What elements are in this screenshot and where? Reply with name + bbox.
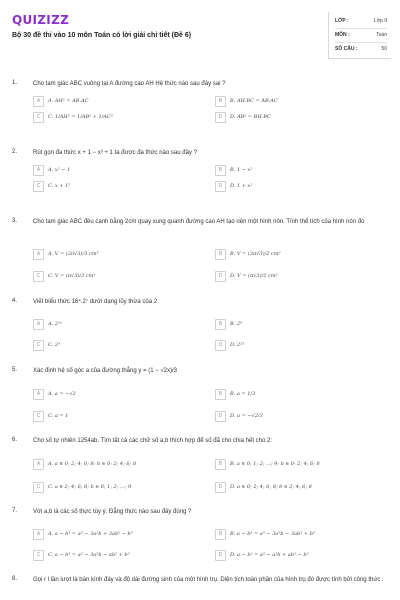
question-text: Cho số tự nhiên 1254ab. Tìm tất cả các chữ số a,b thích hợp để số đã cho chia hết cho 2: xyxy=(33,438,273,444)
meta-key: SỐ CÂU : xyxy=(335,46,358,52)
option-letter: B xyxy=(215,165,226,176)
option-text: A. AH² = AB.AC xyxy=(48,98,89,104)
question-text: Viết biểu thức 16⁴.2⁷ dưới dạng lũy thừa của 2 xyxy=(33,299,158,305)
question-number: 4. xyxy=(12,298,18,304)
option-letter: B xyxy=(215,96,226,107)
option-text: A. 2¹¹ xyxy=(48,321,62,327)
option-letter: B xyxy=(215,529,226,540)
option-letter: D xyxy=(215,181,226,192)
option-letter: A xyxy=(33,165,44,176)
option-letter: D xyxy=(215,482,226,493)
option-text: D. 2²⁵ xyxy=(230,342,245,348)
option-text: A. a − b³ = a³ − 3a²b + 3ab² − b³ xyxy=(48,531,133,537)
meta-key: LỚP : xyxy=(335,18,349,24)
question-number: 6. xyxy=(12,437,18,443)
meta-value: 50 xyxy=(381,46,387,52)
option-text: D. V = (π√3)/2 cm³ xyxy=(230,273,278,279)
meta-row-count xyxy=(335,42,387,56)
question-text: Rút gọn đa thức x + 1 − x³ + 1 ta được đa thức nào sau đây ? xyxy=(33,150,197,156)
option-text: D. a ∈ 0; 2; 4; 6; 8; b ∈ 2; 4; 6; 8 xyxy=(230,484,312,490)
option-letter: A xyxy=(33,319,44,330)
option-letter: B xyxy=(215,389,226,400)
option-text: C. a ∈ 2; 4; 6; 8; b ∈ 0; 1; 2; ...; 9 xyxy=(48,484,132,490)
option-text: C. 2³ xyxy=(48,342,61,348)
option-letter: D xyxy=(215,112,226,123)
option-text: D. 1 + x² xyxy=(230,183,253,189)
meta-row-subject xyxy=(335,28,387,42)
option-text: A. a = −√2 xyxy=(48,391,76,397)
option-text: D. a = −√2/3 xyxy=(230,413,263,419)
question-text: Với a,b là các số thực tùy ý. Đẳng thức nào sau đây đúng ? xyxy=(33,509,192,515)
option-text: C. a = 1 xyxy=(48,413,69,419)
question-text: Cho tam giác ABC đều cạnh bằng 2cm quay xung quanh đường cao AH tạo nên một hình nón. Tính thể tích của hình nón đó xyxy=(33,219,365,225)
option-text: A. a ∈ 0; 2; 4; 6; 8; b ∈ 0; 2; 4; 6; 8 xyxy=(48,461,137,467)
option-text: D. AB² = BH.BC xyxy=(230,114,271,120)
question-number: 8. xyxy=(12,576,18,582)
question-number: 3. xyxy=(12,218,18,224)
option-letter: C xyxy=(33,411,44,422)
option-letter: A xyxy=(33,389,44,400)
option-letter: D xyxy=(215,550,226,561)
option-letter: A xyxy=(33,249,44,260)
option-text: C. 1/AH² = 1/AB² + 1/AC² xyxy=(48,114,113,120)
option-letter: B xyxy=(215,319,226,330)
option-text: C. V = (π√3)/3 cm³ xyxy=(48,273,96,279)
option-letter: C xyxy=(33,550,44,561)
question-number: 2. xyxy=(12,149,18,155)
worksheet-title: Bộ 30 đề thi vào 10 môn Toán có lời giải chi tiết (Đề 6) xyxy=(12,32,192,39)
option-text: B. 1 − x² xyxy=(230,167,253,173)
option-letter: C xyxy=(33,181,44,192)
meta-value: Toán xyxy=(376,32,387,38)
option-letter: D xyxy=(215,271,226,282)
option-letter: B xyxy=(215,459,226,470)
option-letter: C xyxy=(33,340,44,351)
meta-key: MÔN : xyxy=(335,32,350,38)
question-text: Gọi r l lần lượt là bán kính đáy và độ dài đường sinh của một hình trụ. Diện tích toàn phần của hình trụ đó được tính bởi công thức : xyxy=(33,577,384,583)
option-letter: D xyxy=(215,411,226,422)
option-text: A. V = (2π√3)/3 cm³ xyxy=(48,251,99,257)
worksheet-header xyxy=(0,0,400,70)
option-text: B. 2⁹ xyxy=(230,321,243,327)
option-letter: A xyxy=(33,459,44,470)
option-text: B. a ∈ 0; 1; 2; ...; 9; b ∈ 0; 2; 4; 6; 8 xyxy=(230,461,320,467)
option-letter: D xyxy=(215,340,226,351)
option-text: A. x² − 1 xyxy=(48,167,71,173)
option-text: C. x + 1² xyxy=(48,183,71,189)
option-text: C. a − b³ = a³ − 3a²b − ab² + b³ xyxy=(48,552,130,558)
option-letter: A xyxy=(33,96,44,107)
meta-info-box xyxy=(328,12,391,59)
option-letter: C xyxy=(33,112,44,123)
option-letter: B xyxy=(215,249,226,260)
question-number: 7. xyxy=(12,508,18,514)
option-letter: C xyxy=(33,482,44,493)
option-text: B. a − b³ = a³ − 3a²b − 3ab² + b³ xyxy=(230,531,315,537)
quizizz-logo: QUIZIZZ xyxy=(12,13,70,27)
question-text: Xác định hệ số góc a của đường thẳng y = (1 − √2x)/3 xyxy=(33,368,177,374)
option-text: D. a − b² = a³ − a²b + ab² − b³ xyxy=(230,552,309,558)
option-text: B. V = (3π√3)/2 cm³ xyxy=(230,251,281,257)
option-text: B. a = 1/3 xyxy=(230,391,256,397)
option-text: B. AH.BC = AB.AC xyxy=(230,98,278,104)
meta-value: Lớp 9 xyxy=(373,18,387,24)
question-number: 5. xyxy=(12,367,18,373)
question-number: 1. xyxy=(12,80,18,86)
option-letter: A xyxy=(33,529,44,540)
question-text: Cho tam giác ABC vuông tại A đường cao AH Hệ thức nào sau đây sai ? xyxy=(33,81,226,87)
meta-row-grade xyxy=(335,14,387,28)
option-letter: C xyxy=(33,271,44,282)
